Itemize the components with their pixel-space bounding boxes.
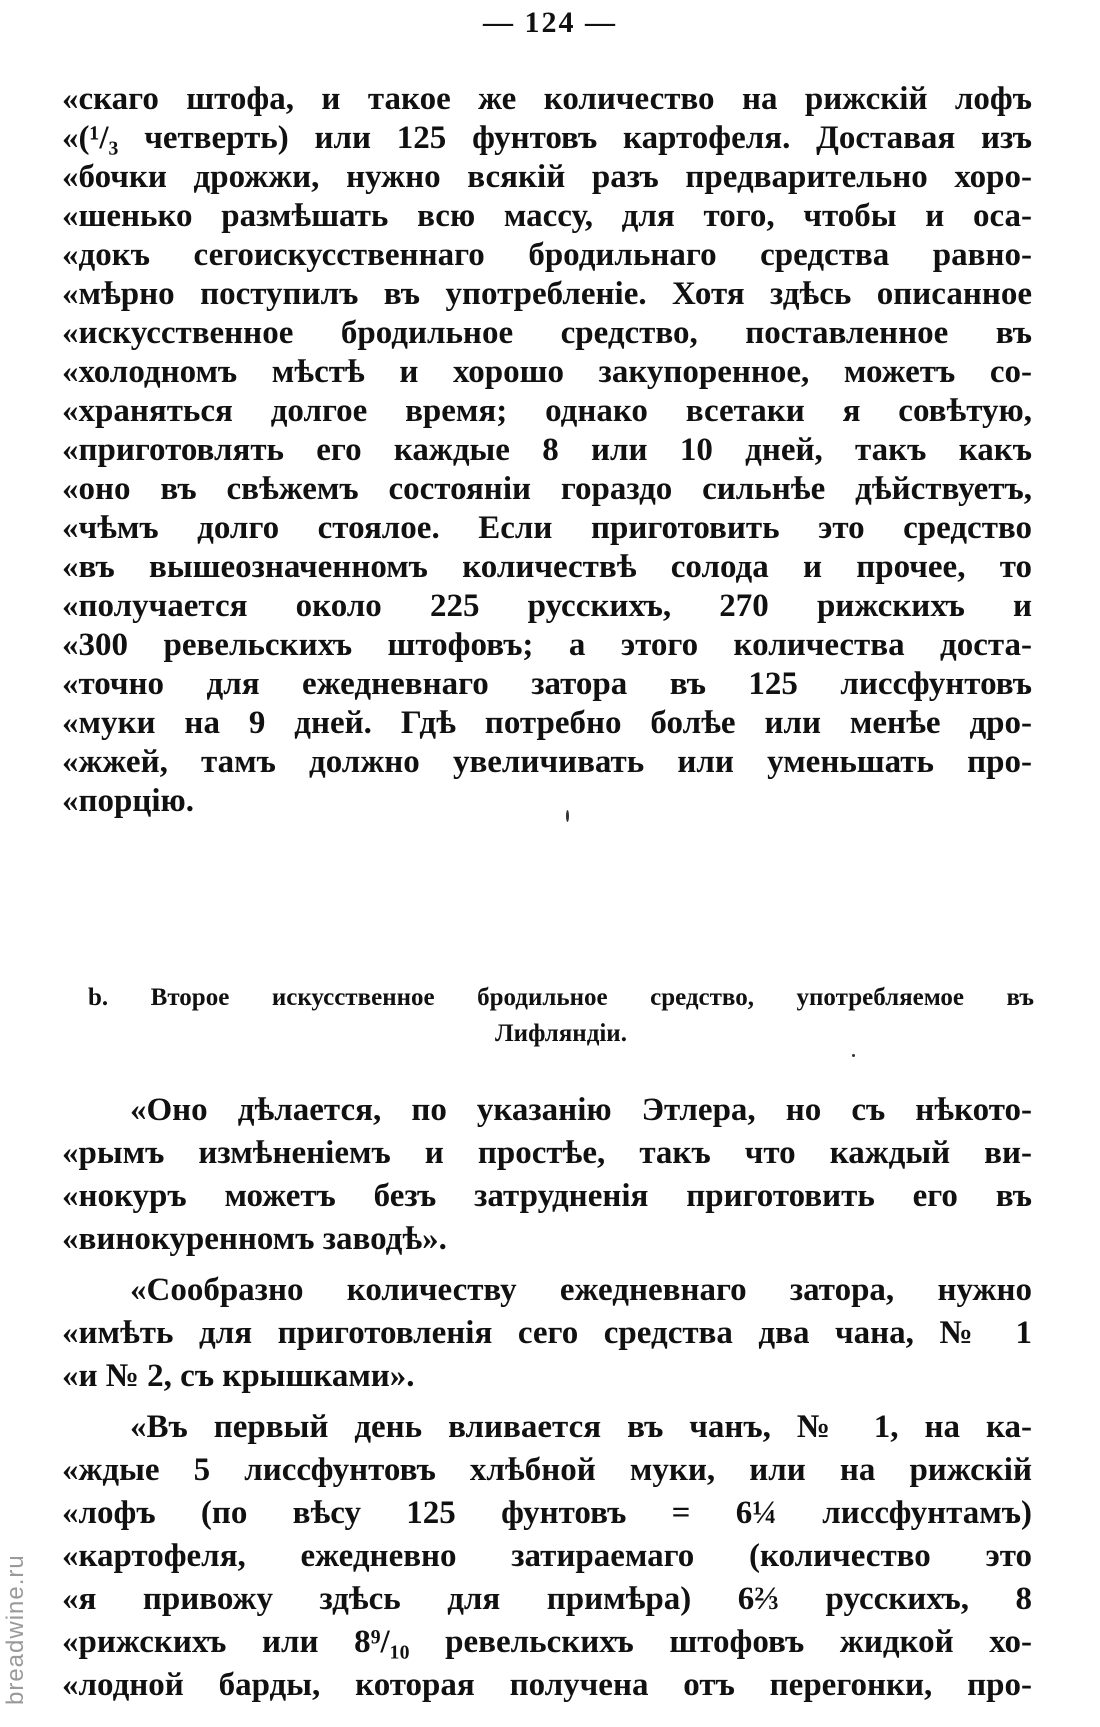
text-line: «я привожу здѣсь для примѣра) 6⅔ русскихъ, 8 [62, 1581, 1032, 1617]
text-line: «Въ первый день вливается въ чанъ, № 1, на ка- [130, 1409, 1032, 1445]
page-number: — 124 — [483, 6, 617, 39]
text-line: «Оно дѣлается, по указанію Этлера, но съ нѣкото- [130, 1092, 1032, 1128]
site-watermark: breadwine.ru [2, 1554, 29, 1705]
text-line: «порцію. [62, 783, 195, 819]
text-line: «въ вышеозначенномъ количествѣ солода и прочее, то [62, 549, 1032, 585]
text-line: «муки на 9 дней. Гдѣ потребно болѣе или менѣе дро- [62, 705, 1032, 741]
section-heading: b. Второе искусственное бродильное средство, употребляемое въ [88, 984, 1034, 1011]
text-line: «бочки дрожжи, нужно всякій разъ предварительно хоро- [62, 159, 1032, 195]
text-line: «(¹/₃ четверть) или 125 фунтовъ картофеля. Доставая изъ [62, 120, 1032, 156]
text-line: «оно въ свѣжемъ состояніи гораздо сильнѣе дѣйствуетъ, [62, 471, 1032, 507]
text-line: «чѣмъ долго стоялое. Если приготовить это средство [62, 510, 1032, 546]
text-line: «рымъ измѣненіемъ и простѣе, такъ что каждый ви- [62, 1135, 1032, 1171]
text-line: «имѣть для приготовленія сего средства два чана, № 1 [62, 1315, 1032, 1351]
text-line: «винокуренномъ заводѣ». [62, 1221, 447, 1257]
section-heading-continued: Лифляндіи. [495, 1020, 627, 1047]
text-line: «300 ревельскихъ штофовъ; а этого количества доста- [62, 627, 1032, 663]
text-line: «докъ сегоискусственнаго бродильнаго средства равно- [62, 237, 1032, 273]
text-line: «скаго штофа, и такое же количество на рижскій лофъ [62, 81, 1032, 117]
text-line: «холодномъ мѣстѣ и хорошо закупоренное, можетъ со- [62, 354, 1032, 390]
text-line: «ждые 5 лиссфунтовъ хлѣбной муки, или на рижскій [62, 1452, 1032, 1488]
text-line: «искусственное бродильное средство, поставленное въ [62, 315, 1032, 351]
text-line: «картофеля, ежедневно затираемаго (количество это [62, 1538, 1032, 1574]
text-line: «мѣрно поступилъ въ употребленіе. Хотя здѣсь описанное [62, 276, 1032, 312]
text-line: «нокуръ можетъ безъ затрудненія приготовить его въ [62, 1178, 1032, 1214]
text-line: «приготовлять его каждые 8 или 10 дней, такъ какъ [62, 432, 1032, 468]
text-line: «рижскихъ или 8⁹/₁₀ ревельскихъ штофовъ жидкой хо- [62, 1624, 1032, 1660]
text-line: «получается около 225 русскихъ, 270 рижскихъ и [62, 588, 1032, 624]
text-line: «точно для ежедневнаго затора въ 125 лиссфунтовъ [62, 666, 1032, 702]
text-line: «жжей, тамъ должно увеличивать или уменьшать про- [62, 744, 1032, 780]
text-line: «лодной барды, которая получена отъ перегонки, про- [62, 1667, 1032, 1703]
ink-speck [852, 1054, 855, 1057]
text-line: «шенько размѣшать всю массу, для того, чтобы и оса- [62, 198, 1032, 234]
text-line: «лофъ (по вѣсу 125 фунтовъ = 6¼ лиссфунтамъ) [62, 1495, 1032, 1531]
text-line: «Сообразно количеству ежедневнаго затора, нужно [130, 1272, 1032, 1308]
text-line: «и № 2, съ крышками». [62, 1358, 415, 1394]
ink-speck [566, 810, 569, 822]
text-line: «храняться долгое время; однако всетаки я совѣтую, [62, 393, 1032, 429]
